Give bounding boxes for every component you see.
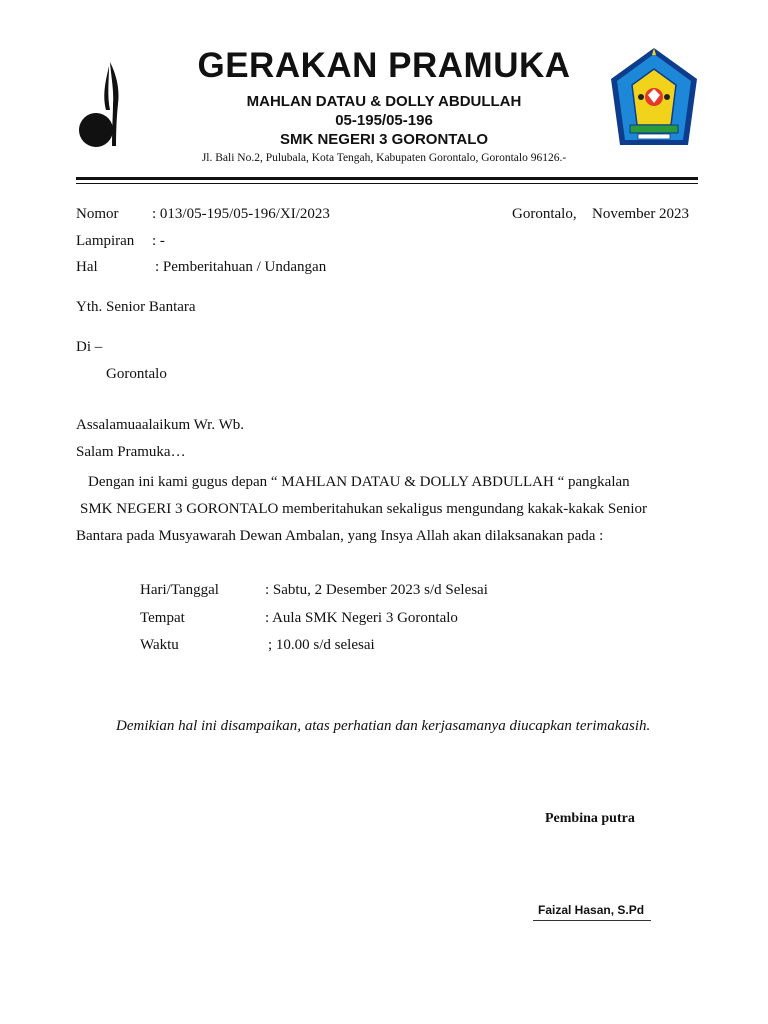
detail-label: Hari/Tanggal — [140, 582, 219, 598]
gugus-depan-number: 05-195/05-196 — [335, 112, 433, 129]
lampiran-label: Lampiran — [76, 233, 135, 249]
signature-underline — [533, 920, 651, 921]
nomor-value: : 013/05-195/05-196/XI/2023 — [152, 206, 330, 222]
salam-pramuka: Salam Pramuka… — [76, 444, 186, 460]
closing-sentence: Demikian hal ini disampaikan, atas perhatian dan kerjasamanya diucapkan terimakasih. — [116, 718, 651, 734]
hal-value: : Pemberitahuan / Undangan — [155, 259, 327, 275]
date-place: Gorontalo, — [512, 206, 577, 222]
detail-label: Tempat — [140, 610, 185, 626]
detail-value: ; 10.00 s/d selesai — [268, 637, 375, 653]
lampiran-value: : - — [152, 233, 165, 249]
recipient-city: Gorontalo — [106, 366, 167, 382]
body-line-2: SMK NEGERI 3 GORONTALO memberitahukan sekaligus mengundang kakak-kakak Senior — [80, 501, 648, 517]
address: Jl. Bali No.2, Pulubala, Kota Tengah, Kabupaten Gorontalo, Gorontalo 96126.- — [201, 152, 567, 164]
header-rule-thin — [76, 183, 698, 184]
detail-label: Waktu — [140, 637, 179, 653]
signer-title: Pembina putra — [545, 811, 635, 826]
detail-value: : Aula SMK Negeri 3 Gorontalo — [265, 610, 458, 626]
hal-label: Hal — [76, 259, 98, 275]
body-line-3: Bantara pada Musyawarah Dewan Ambalan, yang Insya Allah akan dilaksanakan pada : — [76, 528, 604, 544]
gugus-depan-name: MAHLAN DATAU & DOLLY ABDULLAH — [246, 93, 522, 110]
date-value: November 2023 — [592, 206, 690, 222]
signer-name: Faizal Hasan, S.Pd — [538, 903, 645, 917]
body-line-1: Dengan ini kami gugus depan “ MAHLAN DATAU & DOLLY ABDULLAH “ pangkalan — [88, 474, 630, 490]
di-label: Di – — [76, 339, 103, 355]
greeting: Assalamuaalaikum Wr. Wb. — [76, 417, 244, 433]
school-name: SMK NEGERI 3 GORONTALO — [279, 131, 489, 148]
detail-value: : Sabtu, 2 Desember 2023 s/d Selesai — [265, 582, 488, 598]
recipient: Yth. Senior Bantara — [76, 299, 196, 315]
org-title: GERAKAN PRAMUKA — [197, 46, 571, 85]
nomor-label: Nomor — [76, 206, 119, 222]
header-rule-thick — [76, 177, 698, 180]
